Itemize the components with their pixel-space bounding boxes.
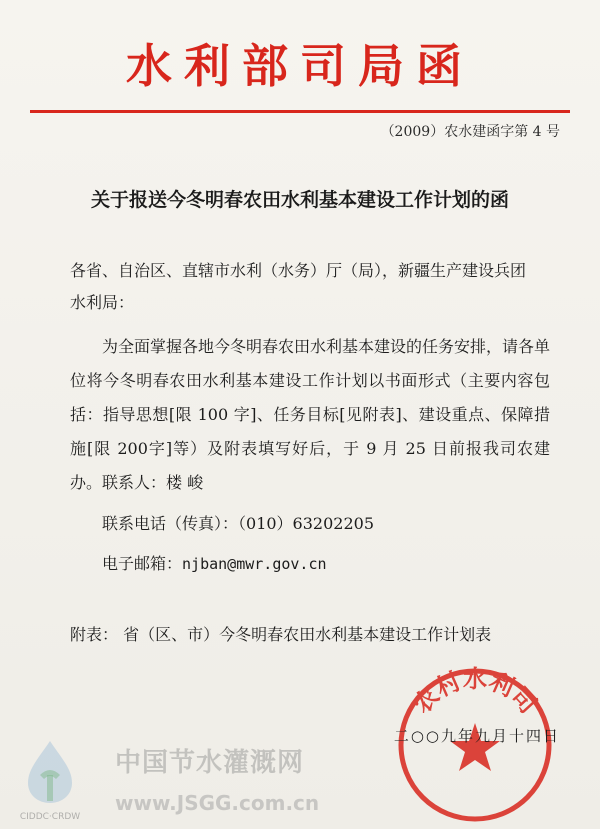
- attachment-line: 附表： 省（区、市）今冬明春农田水利基本建设工作计划表: [70, 625, 492, 644]
- seal-text: 农村水利司: [407, 665, 543, 719]
- watermark-logo-icon: [10, 735, 90, 825]
- contact-phone-value: （010）63202205: [238, 514, 374, 533]
- issue-date: 二○○九年九月十四日: [393, 727, 560, 745]
- addressee: 各省、自治区、直辖市水利（水务）厅（局），新疆生产建设兵团水利局：: [70, 261, 527, 312]
- contact-phone-label: 联系电话（传真）：: [102, 514, 239, 533]
- letterhead-red-rule: [30, 110, 570, 113]
- watermark-site-name: 中国节水灌溉网: [115, 748, 305, 778]
- contact-email: [102, 551, 327, 574]
- contact-person-value: 楼 峻: [166, 473, 204, 492]
- contact-person: [102, 470, 203, 493]
- body-paragraph: 为全面掌握各地今冬明春农田水利基本建设的任务安排，请各单位将今冬明春农田水利基本建设工作计划以书面形式（主要内容包括：指导思想[限 100 字]、任务目标[见附表]、建设重点、保障措施[限 200字]等）及附表填写好后，于 9 月 25 日前报我司农建办。: [70, 337, 551, 492]
- watermark-url: www.JSGG.com.cn: [115, 791, 320, 815]
- contact-phone: [102, 511, 374, 534]
- contact-person-label: 联系人：: [102, 473, 167, 492]
- svg-text:农村水利司: [408, 665, 542, 719]
- document-number: （2009）农水建函字第 4 号: [380, 124, 560, 140]
- subject-heading: 关于报送今冬明春农田水利基本建设工作计划的函: [90, 189, 509, 211]
- watermark-logo-text: CIDDC·CRDW: [19, 812, 81, 822]
- contact-email-value: njban@mwr.gov.cn: [182, 555, 327, 573]
- contact-email-label: 电子邮箱：: [102, 554, 183, 573]
- letterhead-title: 水利部司局函: [126, 39, 474, 93]
